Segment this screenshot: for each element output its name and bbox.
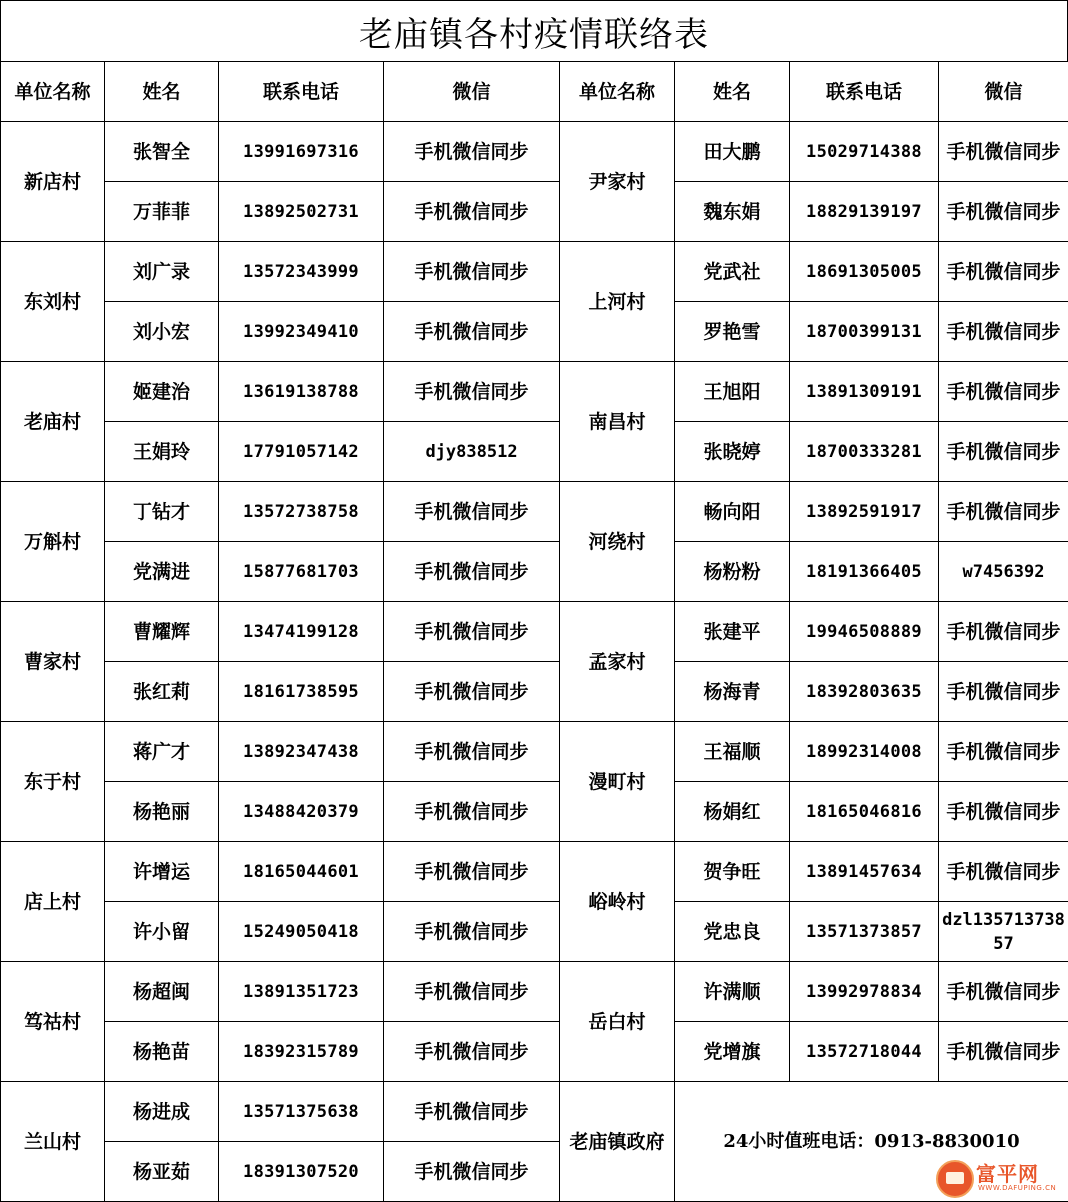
wechat-cell: 手机微信同步: [384, 1142, 560, 1202]
name-cell: 张晓婷: [675, 422, 790, 482]
name-cell: 杨粉粉: [675, 542, 790, 602]
village-cell: 岳白村: [560, 962, 675, 1082]
name-cell: 杨艳丽: [105, 782, 219, 842]
header-wechat-left: 微信: [384, 62, 560, 122]
name-cell: 丁钻才: [105, 482, 219, 542]
name-cell: 刘广录: [105, 242, 219, 302]
village-cell: 老庙村: [1, 362, 105, 482]
wechat-cell: 手机微信同步: [384, 602, 560, 662]
table-row: [1, 842, 1068, 902]
wechat-cell: 手机微信同步: [384, 782, 560, 842]
village-cell: 店上村: [1, 842, 105, 962]
phone-cell: 18165046816: [790, 782, 939, 842]
wechat-cell: 手机微信同步: [939, 362, 1068, 422]
wechat-cell: 手机微信同步: [384, 1022, 560, 1082]
phone-cell: 13488420379: [219, 782, 384, 842]
name-cell: 许小留: [105, 902, 219, 962]
table-row: [1, 542, 1068, 602]
village-cell: 曹家村: [1, 602, 105, 722]
wechat-cell: 手机微信同步: [384, 302, 560, 362]
table-row: [1, 662, 1068, 722]
name-cell: 姬建治: [105, 362, 219, 422]
name-cell: 党武社: [675, 242, 790, 302]
logo-url: WWW.DAFUPING.CN: [978, 1184, 1056, 1192]
phone-cell: 18829139197: [790, 182, 939, 242]
wechat-cell: 手机微信同步: [384, 662, 560, 722]
name-cell: 杨娟红: [675, 782, 790, 842]
wechat-cell: 手机微信同步: [939, 182, 1068, 242]
phone-cell: 13892347438: [219, 722, 384, 782]
name-cell: 杨海青: [675, 662, 790, 722]
name-cell: 畅向阳: [675, 482, 790, 542]
name-cell: 刘小宏: [105, 302, 219, 362]
phone-cell: 18161738595: [219, 662, 384, 722]
name-cell: 曹耀辉: [105, 602, 219, 662]
table-row: [1, 602, 1068, 662]
phone-cell: 18165044601: [219, 842, 384, 902]
wechat-cell: 手机微信同步: [384, 722, 560, 782]
village-cell: 万斛村: [1, 482, 105, 602]
wechat-cell: w7456392: [939, 542, 1068, 602]
name-cell: 杨进成: [105, 1082, 219, 1142]
phone-cell: 13619138788: [219, 362, 384, 422]
name-cell: 杨超闽: [105, 962, 219, 1022]
name-cell: 田大鹏: [675, 122, 790, 182]
wechat-cell: djy838512: [384, 422, 560, 482]
header-unit-left: 单位名称: [1, 62, 105, 122]
wechat-cell: 手机微信同步: [939, 242, 1068, 302]
name-cell: 蒋广才: [105, 722, 219, 782]
name-cell: 张红莉: [105, 662, 219, 722]
village-cell: 东于村: [1, 722, 105, 842]
table-row: [1, 1022, 1068, 1082]
table-row: [1, 302, 1068, 362]
table-body: [1, 62, 1068, 1202]
phone-cell: 13891351723: [219, 962, 384, 1022]
header-phone-left: 联系电话: [219, 62, 384, 122]
table-row: [1, 242, 1068, 302]
village-cell: 孟家村: [560, 602, 675, 722]
name-cell: 罗艳雪: [675, 302, 790, 362]
phone-cell: 13891457634: [790, 842, 939, 902]
phone-cell: 18391307520: [219, 1142, 384, 1202]
wechat-cell: 手机微信同步: [384, 182, 560, 242]
village-cell: 上河村: [560, 242, 675, 362]
phone-cell: 13474199128: [219, 602, 384, 662]
wechat-cell: 手机微信同步: [939, 782, 1068, 842]
table-row: [1, 122, 1068, 182]
logo-emblem-icon: [936, 1160, 974, 1198]
wechat-cell: 手机微信同步: [384, 242, 560, 302]
phone-cell: 18700399131: [790, 302, 939, 362]
name-cell: 张智全: [105, 122, 219, 182]
name-cell: 许增运: [105, 842, 219, 902]
phone-cell: 18992314008: [790, 722, 939, 782]
wechat-cell: 手机微信同步: [384, 962, 560, 1022]
header-phone-right: 联系电话: [790, 62, 939, 122]
phone-cell: 13991697316: [219, 122, 384, 182]
phone-cell: 18392803635: [790, 662, 939, 722]
wechat-cell: 手机微信同步: [384, 482, 560, 542]
table-row: [1, 422, 1068, 482]
wechat-cell: 手机微信同步: [384, 362, 560, 422]
wechat-cell: 手机微信同步: [939, 962, 1068, 1022]
logo-text: 富平网: [976, 1158, 1039, 1187]
village-cell: 漫町村: [560, 722, 675, 842]
name-cell: 贺争旺: [675, 842, 790, 902]
name-cell: 许满顺: [675, 962, 790, 1022]
village-cell: 峪岭村: [560, 842, 675, 962]
phone-cell: 17791057142: [219, 422, 384, 482]
name-cell: 杨亚茹: [105, 1142, 219, 1202]
name-cell: 党忠良: [675, 902, 790, 962]
wechat-cell: 手机微信同步: [939, 422, 1068, 482]
phone-cell: 18191366405: [790, 542, 939, 602]
name-cell: 张建平: [675, 602, 790, 662]
table-row: [1, 482, 1068, 542]
name-cell: 万菲菲: [105, 182, 219, 242]
wechat-cell: 手机微信同步: [939, 302, 1068, 362]
village-cell: 笃祜村: [1, 962, 105, 1082]
phone-cell: 13571373857: [790, 902, 939, 962]
village-cell: 河绕村: [560, 482, 675, 602]
name-cell: 魏东娟: [675, 182, 790, 242]
village-cell: 兰山村: [1, 1082, 105, 1202]
phone-cell: 13571375638: [219, 1082, 384, 1142]
table-row: [1, 962, 1068, 1022]
name-cell: 党增旗: [675, 1022, 790, 1082]
phone-cell: 18392315789: [219, 1022, 384, 1082]
phone-cell: 19946508889: [790, 602, 939, 662]
phone-cell: 18691305005: [790, 242, 939, 302]
village-cell: 新店村: [1, 122, 105, 242]
name-cell: 王娟玲: [105, 422, 219, 482]
wechat-cell: 手机微信同步: [939, 1022, 1068, 1082]
header-name-right: 姓名: [675, 62, 790, 122]
header-name-left: 姓名: [105, 62, 219, 122]
header-unit-right: 单位名称: [560, 62, 675, 122]
table-row: [1, 722, 1068, 782]
phone-cell: 15877681703: [219, 542, 384, 602]
phone-cell: 15249050418: [219, 902, 384, 962]
name-cell: 王旭阳: [675, 362, 790, 422]
government-unit-cell: 老庙镇政府: [560, 1082, 675, 1202]
header-row: [1, 62, 1068, 122]
table-row: [1, 182, 1068, 242]
wechat-cell: 手机微信同步: [384, 902, 560, 962]
duty-hotline-cell: 24小时值班电话：0913-8830010: [675, 1082, 1068, 1202]
name-cell: 王福顺: [675, 722, 790, 782]
table-row: [1, 902, 1068, 962]
page-title: 老庙镇各村疫情联络表: [359, 7, 709, 56]
phone-cell: 13892591917: [790, 482, 939, 542]
wechat-cell: 手机微信同步: [939, 842, 1068, 902]
phone-cell: 13572343999: [219, 242, 384, 302]
wechat-cell: 手机微信同步: [384, 842, 560, 902]
phone-cell: 13891309191: [790, 362, 939, 422]
table-row: [1, 1082, 1068, 1142]
name-cell: 杨艳苗: [105, 1022, 219, 1082]
phone-cell: 13572718044: [790, 1022, 939, 1082]
table-title-bar: [0, 0, 1068, 62]
wechat-cell: 手机微信同步: [939, 602, 1068, 662]
table-row: [1, 782, 1068, 842]
wechat-cell: 手机微信同步: [939, 122, 1068, 182]
village-cell: 南昌村: [560, 362, 675, 482]
phone-cell: 15029714388: [790, 122, 939, 182]
village-cell: 东刘村: [1, 242, 105, 362]
wechat-cell: dzl13571373857: [939, 902, 1068, 962]
wechat-cell: 手机微信同步: [939, 662, 1068, 722]
name-cell: 党满进: [105, 542, 219, 602]
wechat-cell: 手机微信同步: [384, 542, 560, 602]
phone-cell: 13892502731: [219, 182, 384, 242]
watermark-logo: [934, 1158, 1064, 1198]
header-wechat-right: 微信: [939, 62, 1068, 122]
phone-cell: 13992978834: [790, 962, 939, 1022]
wechat-cell: 手机微信同步: [939, 722, 1068, 782]
wechat-cell: 手机微信同步: [384, 1082, 560, 1142]
contact-table: [0, 61, 1068, 1202]
wechat-cell: 手机微信同步: [384, 122, 560, 182]
phone-cell: 13992349410: [219, 302, 384, 362]
phone-cell: 13572738758: [219, 482, 384, 542]
village-cell: 尹家村: [560, 122, 675, 242]
phone-cell: 18700333281: [790, 422, 939, 482]
wechat-cell: 手机微信同步: [939, 482, 1068, 542]
table-row: [1, 362, 1068, 422]
